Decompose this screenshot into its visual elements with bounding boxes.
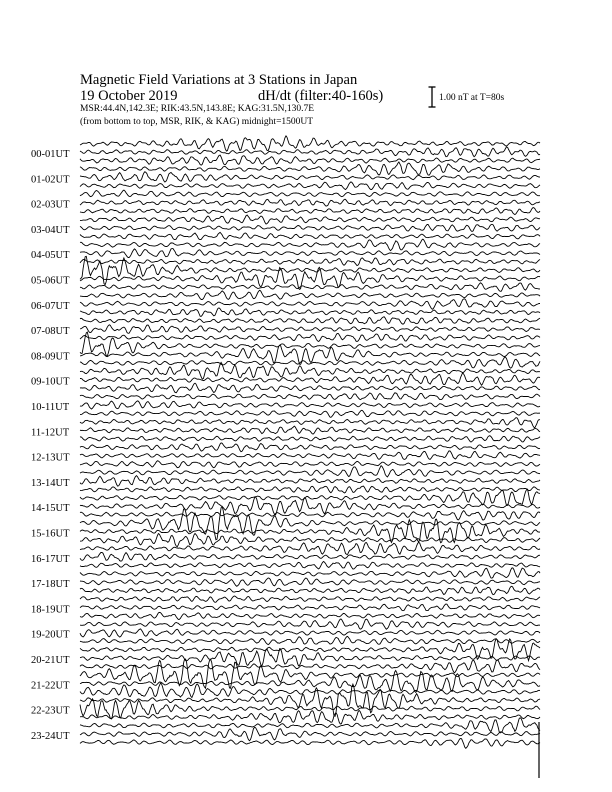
hour-label: 14-15UT [31, 503, 70, 515]
trace-msr [80, 283, 540, 292]
trace-msr [80, 586, 540, 594]
trace-msr [80, 436, 540, 443]
trace-kag [80, 718, 540, 733]
hour-label: 18-19UT [31, 604, 70, 616]
hour-row [31, 466, 540, 493]
trace-msr [80, 461, 540, 468]
trace-msr [80, 155, 540, 165]
hour-label: 08-09UT [31, 351, 70, 363]
chart-title: Magnetic Field Variations at 3 Stations in Japan [80, 72, 358, 88]
trace-msr [80, 511, 540, 520]
trace-msr [80, 258, 540, 266]
hour-label: 09-10UT [31, 376, 70, 388]
trace-kag [80, 239, 540, 251]
hour-row [31, 619, 540, 645]
trace-kag [80, 639, 540, 661]
hour-label: 02-03UT [31, 199, 70, 211]
hour-label: 11-12UT [31, 427, 70, 439]
trace-kag [80, 466, 540, 477]
hour-row [31, 290, 540, 316]
hour-label: 07-08UT [31, 326, 70, 338]
trace-rik [80, 578, 540, 586]
trace-msr [80, 683, 540, 697]
trace-msr [80, 534, 540, 547]
hour-label: 13-14UT [31, 477, 70, 489]
hour-label: 10-11UT [31, 402, 70, 413]
hour-label: 23-24UT [31, 730, 70, 742]
scale-bar [427, 86, 437, 108]
trace-rik [80, 249, 540, 258]
hour-row [31, 684, 540, 724]
scale-label: 1.00 nT at T=80s [439, 93, 505, 103]
hour-row [31, 718, 540, 749]
trace-msr [80, 208, 540, 215]
chart-date: 19 October 2019 [80, 88, 178, 104]
trace-rik [80, 325, 540, 334]
chart-quantity: dH/dt (filter:40-160s) [258, 88, 384, 104]
trace-rik [80, 373, 540, 385]
hour-label: 05-06UT [31, 275, 70, 287]
trace-msr [80, 636, 540, 644]
hour-label: 20-21UT [31, 655, 70, 666]
hour-row [31, 190, 540, 215]
trace-rik [80, 553, 540, 562]
trace-kag [80, 418, 540, 428]
trace-msr [80, 612, 540, 619]
trace-kag [80, 443, 540, 452]
hour-row [31, 443, 540, 468]
trace-rik [80, 345, 540, 364]
hour-row [31, 542, 540, 569]
trace-kag [80, 507, 540, 540]
hour-label: 00-01UT [31, 149, 70, 160]
trace-msr [80, 486, 540, 493]
trace-kag [80, 215, 540, 224]
hour-label: 16-17UT [31, 553, 70, 565]
trace-msr [80, 333, 540, 341]
hour-label: 06-07UT [31, 300, 70, 312]
hour-label: 22-23UT [31, 705, 70, 717]
trace-rik [80, 604, 540, 611]
trace-kag [80, 190, 540, 197]
trace-rik [80, 497, 540, 515]
hour-row [31, 239, 540, 266]
hour-row [31, 568, 540, 595]
trace-msr [80, 357, 540, 368]
trace-msr [80, 383, 540, 393]
trace-rik [80, 299, 540, 310]
station-order-note: (from bottom to top, MSR, RIK, & KAG) midnight=1500UT [80, 117, 314, 127]
hour-row [31, 362, 540, 392]
trace-msr [80, 410, 540, 417]
trace-rik [80, 147, 540, 157]
hour-row [31, 136, 540, 165]
trace-rik [80, 172, 540, 182]
trace-rik [80, 224, 540, 231]
trace-kag [80, 393, 540, 400]
trace-rik [80, 451, 540, 460]
hour-label: 17-18UT [31, 579, 70, 591]
trace-kag [80, 568, 540, 578]
trace-kag [80, 317, 540, 324]
hour-label: 19-20UT [31, 629, 70, 641]
hour-row [31, 162, 540, 190]
hour-label: 21-22UT [31, 680, 70, 692]
trace-msr [80, 739, 540, 749]
trace-rik [80, 199, 540, 206]
hour-label: 01-02UT [31, 174, 70, 186]
hour-row [31, 596, 540, 619]
hour-row [31, 489, 540, 520]
trace-rik [80, 426, 540, 434]
trace-kag [80, 489, 540, 505]
hour-label: 12-13UT [31, 452, 70, 464]
trace-msr [80, 182, 540, 190]
station-coordinates: MSR:44.4N,142.3E; RIK:43.5N,143.8E; KAG:31.5N,130.7E [80, 104, 315, 114]
hour-row [31, 215, 540, 239]
trace-msr [80, 660, 540, 673]
trace-rik [80, 476, 540, 487]
trace-kag [80, 290, 540, 299]
hour-label: 15-16UT [31, 528, 70, 540]
trace-rik [80, 671, 540, 693]
hour-row [31, 418, 540, 443]
hour-row [31, 393, 540, 418]
trace-msr [80, 562, 540, 570]
trace-msr [80, 308, 540, 316]
trace-kag [80, 596, 540, 602]
hour-label: 04-05UT [31, 250, 70, 262]
hour-label: 03-04UT [31, 224, 70, 236]
hour-row [31, 317, 540, 342]
trace-kag [80, 136, 540, 151]
trace-rik [80, 401, 540, 409]
trace-msr [80, 232, 540, 239]
trace-kag [80, 619, 540, 629]
trace-rik [80, 629, 540, 637]
trace-rik [80, 649, 540, 666]
trace-rik [80, 727, 540, 740]
trace-kag [80, 542, 540, 554]
trace-kag [80, 684, 540, 716]
trace-rik [80, 267, 540, 289]
